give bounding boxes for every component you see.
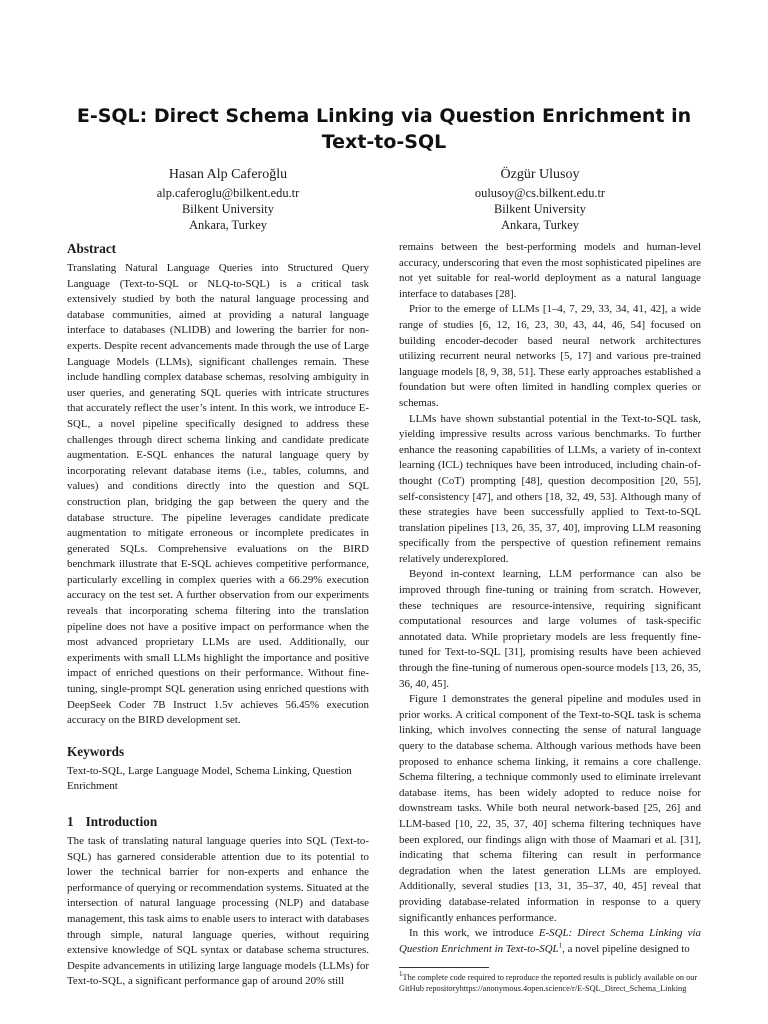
- author-email: alp.caferoglu@bilkent.edu.tr: [156, 186, 300, 200]
- intro-paragraph-5: Figure 1 demonstrates the general pipeline and modules used in prior works. A critical component of the Text-to-SQL task is schema linking, which involves connecting the sense of natural language query to the database schema. Although various methods have been proposed to enhance schema linking, it remains a core challenge. Schema filtering, a technique commonly used to eliminate irrelevant database items, has been widely adopted to reduce noise for downstream tasks. While both neural network-based [25, 26] and LLM-based [10, 22, 35, 37, 40] schema filtering techniques have been explored, our findings align with those of Maamari et al. [31], indicating that schema filtering can result in performance degradation when the latest generation LLMs are employed. Additionally, several studies [13, 31, 35–37, 40, 45] reveal that providing database-related information in response to a query significantly enhances performance.: [399, 693, 701, 924]
- author-block-2: [410, 166, 670, 233]
- author-location: Ankara, Turkey: [501, 218, 579, 232]
- abstract-text: Translating Natural Language Queries into Structured Query Language (Text-to-SQL or NLQ-to-SQL) is a critical task extensively studied by both the natural language processing and database communities, aimed at providing a natural language interface to databases (NLIDB) and lowering the barrier for non-experts. Despite recent advancements made through the use of Large Language Models (LLMs), significant challenges remain. These include handling complex database schemas, resolving ambiguity in user queries, and generating SQL queries with intricate structures that accurately reflect the user’s intent. In this work, we introduce E-SQL, a novel pipeline specifically designed to address these challenges through direct schema linking and candidate predicate augmentation. E-SQL enhances the natural language query by incorporating relevant database items (i.e., tables, columns, and values) and conditions directly into the question and SQL construction plan, bridging the gap between the query and the database structure. The pipeline leverages candidate predicate augmentation to mitigate erroneous or incomplete predicates in generated SQLs. Comprehensive evaluations on the BIRD benchmark illustrate that E-SQL achieves competitive performance, particularly excelling in complex queries with a 66.29% execution accuracy on the test set. A further observation from our experiments reveals that incorporating schema filtering into the translation pipeline does not have a positive impact on performance when the most advanced proprietary LLMs are used. Additionally, our experiments with small LLMs highlight the importance and positive impact of enriched questions on their performance. Without fine-tuning, single-prompt SQL generation using enriched questions with DeepSeek Coder 7B Instruct 1.5v achieves 56.45% execution accuracy on the BIRD development set.: [67, 262, 369, 727]
- intro-paragraph-3: LLMs have shown substantial potential in the Text-to-SQL task, yielding impressive results across various benchmarks. To further enhance the reasoning capabilities of LLMs, a variety of in-context learning (ICL) techniques have been introduced, including chain-of-thought (CoT) prompting [48], question decomposition [20, 55], self-consistency [47], and others [18, 32, 49, 53]. Although many of these strategies have been successfully applied to Text-to-SQL translation pipelines [13, 26, 35, 37, 40], improving LLM reasoning specifically from the perspective of question refinement remains relatively underexplored.: [399, 412, 701, 565]
- author-location: Ankara, Turkey: [189, 218, 267, 232]
- left-column: [67, 240, 369, 990]
- intro-paragraph-2: Prior to the emerge of LLMs [1–4, 7, 29, 33, 34, 41, 42], a wide range of studies [6, 12, 16, 23, 30, 43, 44, 46, 54] focused on building encoder-decoder based neural network architectures utilizing recurrent neural networks [5, 17] and various pre-trained language models [8, 9, 38, 51]. These early approaches established a foundation but were often limited in handling complex queries or schemas.: [399, 303, 701, 409]
- author-email: oulusoy@cs.bilkent.edu.tr: [474, 186, 606, 200]
- p6-end: , a novel pipeline designed to: [562, 942, 690, 955]
- keywords-heading: Keywords: [67, 743, 125, 759]
- footnote-text: The complete code required to reproduce the reported results is publicly available on our GitHub repositoryhttps://anonymous.4open.science/r/E-SQL_Direct_Schema_Linking: [399, 973, 698, 994]
- footnote: [399, 972, 701, 994]
- author-block-1: [98, 166, 358, 233]
- pipeline-title: E-SQL: Direct Schema Linking via Question Enrichment in Text-to-SQL: [399, 927, 701, 955]
- intro-paragraph-1: The task of translating natural language queries into SQL (Text-to-SQL) has garnered considerable attention due to its potential to lower the technical barrier for non-experts and enhance the performance of querying or recommendation systems. Situated at the intersection of natural language processing (NLP) and database management, this task aims to enable users to interact with databases through simple, natural language queries, without requiring extensive knowledge of SQL syntax or database schema structures. Despite advancements in utilizing large language models (LLMs) for Text-to-SQL, a significant performance gap of around 20% still: [67, 835, 369, 988]
- author-name: Hasan Alp Caferoğlu: [168, 167, 288, 182]
- section-title: Introduction: [85, 814, 158, 829]
- section-number: 1: [67, 814, 74, 829]
- paper-title: E-SQL: Direct Schema Linking via Question Enrichment in Text-to-SQL: [76, 105, 692, 153]
- p6-start: In this work, we introduce: [409, 927, 539, 940]
- author-affiliation: Bilkent University: [494, 202, 586, 216]
- intro-paragraph-4: Beyond in-context learning, LLM performance can also be improved through fine-tuning or training from scratch. However, these techniques are resource-intensive, requiring significant computational resources and large volumes of task-specific annotated data. While proprietary models are less frequently fine-tuned for Text-to-SQL [31], promising results have been achieved through the fine-tuning of numerous open-source models [13, 26, 35, 36, 40, 45].: [399, 568, 701, 690]
- keywords-text: Text-to-SQL, Large Language Model, Schema Linking, Question Enrichment: [67, 764, 352, 793]
- footnote-rule: [399, 967, 489, 968]
- author-affiliation: Bilkent University: [182, 202, 274, 216]
- intro-paragraph-6: [399, 926, 701, 957]
- abstract-heading: Abstract: [67, 241, 117, 256]
- footnote-marker[interactable]: 1: [558, 941, 563, 950]
- introduction-heading: [67, 813, 369, 831]
- footnote-number: 1: [399, 970, 403, 979]
- right-column: [399, 240, 701, 994]
- author-name: Özgür Ulusoy: [500, 167, 580, 182]
- intro-paragraph-continued: remains between the best-performing models and human-level accuracy, underscoring that even the most sophisticated pipelines are not yet suitable for real-world deployment as a natural language interface to databases [28].: [399, 241, 701, 300]
